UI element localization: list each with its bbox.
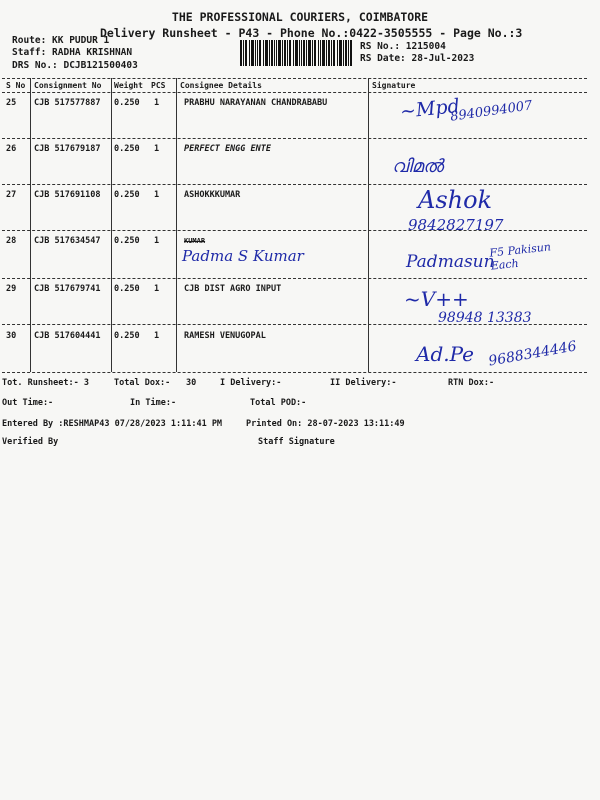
row-divider (2, 184, 587, 185)
table-row-weight: 0.250 (114, 98, 140, 108)
table-row-consignment: CJB 517679741 (34, 284, 101, 294)
table-row-pcs: 1 (154, 98, 160, 108)
table-row-pcs: 1 (154, 236, 160, 246)
in-time: In Time:- (130, 398, 177, 408)
col-header-sno: S No (6, 81, 26, 90)
col-header-weight: Weight (114, 81, 143, 90)
handwritten-phone: 98948 13383 (438, 310, 532, 326)
handwritten-signature: Ad.Pe (416, 342, 474, 366)
table-row-sno: 27 (6, 190, 17, 200)
handwritten-signature: Ashok (418, 186, 493, 214)
table-header-border (2, 92, 587, 93)
table-row-consignment: CJB 517604441 (34, 331, 101, 341)
rs-number: RS No.: 1215004 (360, 41, 446, 52)
table-row-consignment: CJB 517691108 (34, 190, 101, 200)
verified-by: Verified By (2, 437, 59, 447)
rtn-dox: RTN Dox:- (448, 378, 495, 388)
row-divider (2, 138, 587, 139)
table-row-pcs: 1 (154, 284, 160, 294)
ii-delivery: II Delivery:- (330, 378, 397, 388)
handwritten-phone: 8940994007 (449, 98, 534, 125)
total-dox-value: 30 (186, 378, 197, 388)
rs-date: RS Date: 28-Jul-2023 (360, 53, 475, 64)
route-label: Route: KK PUDUR 1 (12, 35, 110, 46)
table-row-consignment: CJB 517634547 (34, 236, 101, 246)
handwritten-phone: 9842827197 (408, 216, 504, 234)
table-row-weight: 0.250 (114, 331, 140, 341)
table-row-sno: 30 (6, 331, 17, 341)
table-row-sno: 28 (6, 236, 17, 246)
column-divider (368, 78, 369, 372)
row-divider (2, 230, 587, 231)
staff-signature: Staff Signature (258, 437, 335, 447)
table-row-sno: 26 (6, 144, 17, 154)
table-row-consignee: PERFECT ENGG ENTE (184, 144, 271, 154)
printed-on: Printed On: 28-07-2023 13:11:49 (246, 419, 405, 429)
barcode (240, 40, 352, 66)
table-row-consignment: CJB 517577887 (34, 98, 101, 108)
handwritten-signature: ~Mpd (399, 94, 461, 124)
out-time: Out Time:- (2, 398, 54, 408)
table-row-weight: 0.250 (114, 236, 140, 246)
runsheet-title: Delivery Runsheet - P43 - Phone No.:0422-3505555 - Page No.:3 (100, 26, 523, 40)
i-delivery: I Delivery:- (220, 378, 282, 388)
table-row-pcs: 1 (154, 144, 160, 154)
table-row-sno: 25 (6, 98, 17, 108)
total-runsheet: Tot. Runsheet:- 3 (2, 378, 89, 388)
table-row-pcs: 1 (154, 190, 160, 200)
table-row-sno: 29 (6, 284, 17, 294)
row-divider (2, 324, 587, 325)
table-row-weight: 0.250 (114, 190, 140, 200)
handwritten-phone: 9688344446 (487, 338, 578, 370)
table-row-consignee: KUMAR (184, 237, 206, 245)
handwritten-signature: വിമൽ (392, 156, 444, 177)
table-row-weight: 0.250 (114, 284, 140, 294)
table-row-consignee: PRABHU NARAYANAN CHANDRABABU (184, 98, 328, 108)
staff-label: Staff: RADHA KRISHNAN (12, 47, 133, 58)
handwritten-note: F5 Pakisun Each (488, 240, 552, 273)
company-title: THE PROFESSIONAL COURIERS, COIMBATORE (171, 10, 429, 24)
drs-number: DRS No.: DCJB121500403 (12, 60, 138, 71)
table-bottom-border (2, 372, 587, 373)
col-header-consignee: Consignee Details (180, 81, 262, 90)
col-header-consignment: Consignment No (34, 81, 102, 90)
column-divider (30, 78, 31, 372)
handwritten-signature: Padmasun (406, 252, 495, 272)
table-row-pcs: 1 (154, 331, 160, 341)
total-pod: Total POD:- (250, 398, 307, 408)
table-row-consignment: CJB 517679187 (34, 144, 101, 154)
table-row-weight: 0.250 (114, 144, 140, 154)
col-header-signature: Signature (372, 81, 416, 90)
handwritten-signature: ~V++ (404, 287, 469, 311)
table-top-border (2, 78, 587, 79)
entered-by: Entered By :RESHMAP43 07/28/2023 1:11:41 PM (2, 419, 223, 429)
column-divider (111, 78, 112, 372)
row-divider (2, 278, 587, 279)
column-divider (176, 78, 177, 372)
table-row-consignee: ASHOKKKUMAR (184, 190, 241, 200)
handwritten-name: Padma S Kumar (182, 247, 304, 265)
table-row-consignee: RAMESH VENUGOPAL (184, 331, 266, 341)
table-row-consignee: CJB DIST AGRO INPUT (184, 284, 282, 294)
total-dox-label: Total Dox:- (114, 378, 171, 388)
col-header-pcs: PCS (151, 81, 166, 90)
